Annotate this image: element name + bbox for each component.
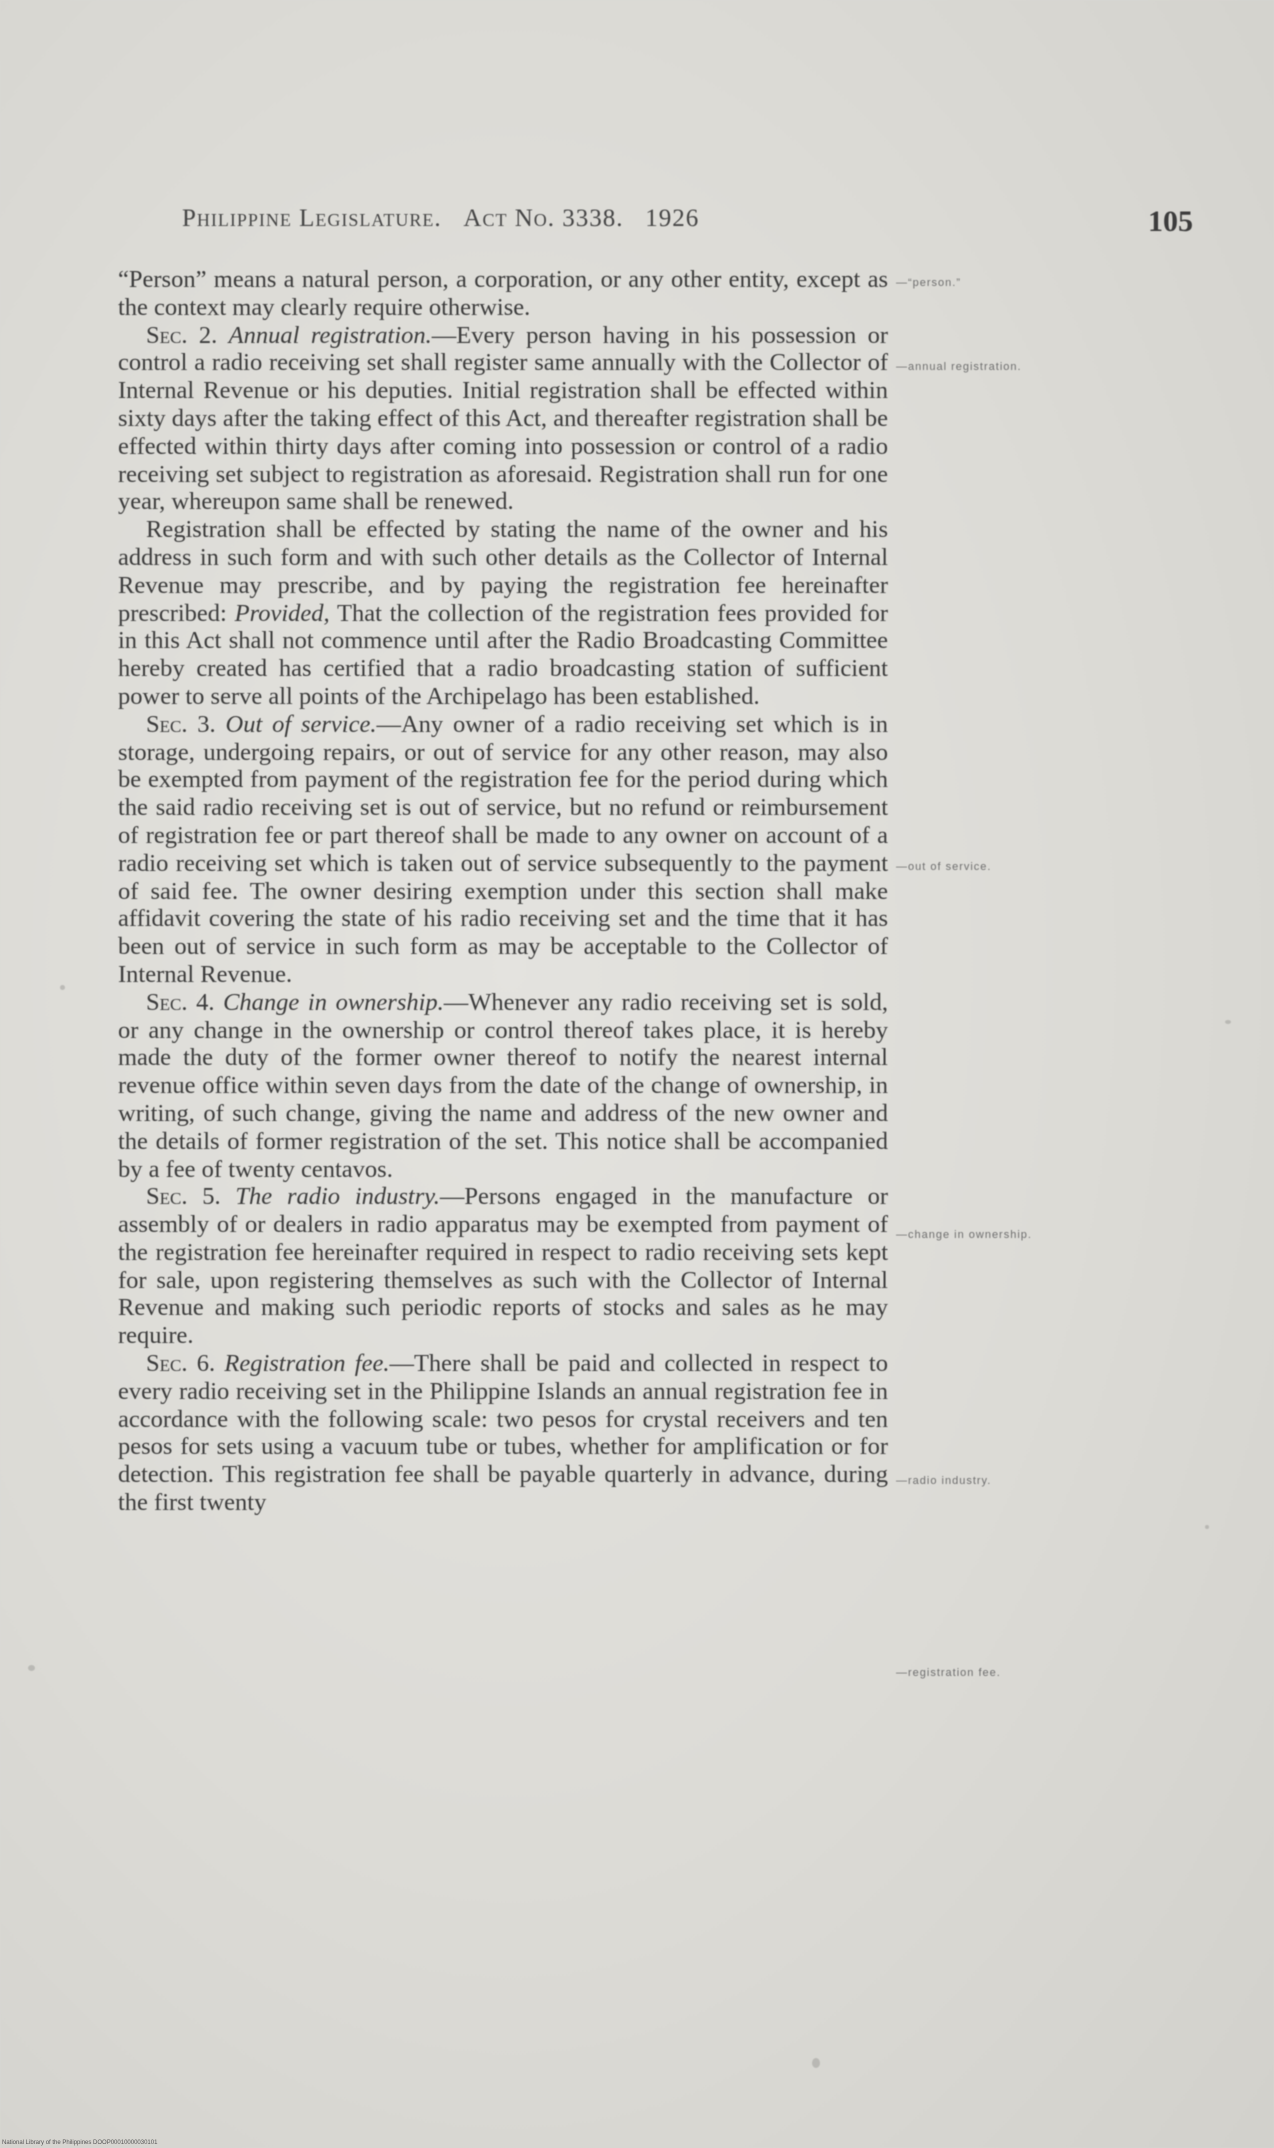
section-number: Sec. 5.	[146, 1183, 221, 1211]
section-caption: The radio industry.	[235, 1183, 440, 1211]
section-number: Sec. 6.	[146, 1350, 216, 1378]
section-5-paragraph	[118, 1183, 888, 1350]
section-3-paragraph	[118, 711, 888, 989]
paragraph-text: —Every person having in his possession or control a radio receiving set shall register same annually with the Collector of Internal Revenue or his deputies. Initial registration shall be effected within sixty days after the taking effect of this Act, and thereafter registration shall be effected within thirty days after coming into possession or control of a radio receiving set subject to registration as aforesaid. Registration shall run for one year, whereupon same shall be renewed.	[118, 321, 888, 516]
page-number: 105	[1148, 205, 1193, 238]
scan-footer: National Library of the Philippines DOOP00010000030101	[2, 2140, 158, 2146]
section-6-paragraph	[118, 1350, 888, 1517]
margin-note-person: —“person.”	[896, 277, 962, 289]
paragraph-text: —There shall be paid and collected in respect to every radio receiving set in the Philippine Islands an annual registration fee in accordance with the following scale: two pesos for crystal receivers and ten pesos for sets using a vacuum tube or tubes, whether for amplification or for detection. This registration fee shall be payable quarterly in advance, during the first twenty	[118, 1350, 888, 1517]
paper-speck	[1225, 1020, 1231, 1024]
margin-note-annual-registration: —annual registration.	[896, 361, 1022, 373]
section-caption: Registration fee.	[224, 1350, 390, 1378]
paragraph-text: That the collection of the registration fees provided for in this Act shall not commence until after the Radio Broadcasting Committee hereby created has certified that a radio broadcasting station of sufficient power to serve all points of the Archipelago has been established.	[118, 599, 888, 710]
running-header	[182, 205, 862, 233]
section-caption: Change in ownership.	[223, 988, 444, 1016]
paragraph-text: —Persons engaged in the manufacture or assembly of or dealers in radio apparatus may be exempted from payment of the registration fee hereinafter required in respect to radio receiving sets kept for sale, upon registering themselves as such with the Collector of Internal Revenue and making such periodic reports of stocks and sales as he may require.	[118, 1183, 888, 1350]
section-4-paragraph	[118, 989, 888, 1184]
paper-speck	[812, 2058, 820, 2068]
section-number: Sec. 3.	[146, 710, 216, 738]
section-number: Sec. 2.	[146, 321, 218, 349]
act-number: Act No. 3338.	[463, 205, 624, 232]
year: 1926	[645, 205, 700, 232]
paper-speck	[28, 1665, 35, 1671]
margin-note-registration-fee: —registration fee.	[896, 1667, 1001, 1679]
section-2-paragraph	[118, 322, 888, 517]
paper-speck	[60, 985, 65, 990]
registration-paragraph	[118, 516, 888, 711]
margin-note-radio-industry: —radio industry.	[896, 1475, 992, 1487]
paragraph-text: —Whenever any radio receiving set is sold, or any change in the ownership or control thereof takes place, it is hereby made the duty of the former owner thereof to notify the nearest internal revenue office within seven days from the date of the change of ownership, in writing, of such change, giving the name and address of the new owner and the details of former registration of the set. This notice shall be accompanied by a fee of twenty centavos.	[118, 988, 888, 1183]
section-caption: Annual registration.	[228, 321, 432, 349]
paragraph-text: —Any owner of a radio receiving set which is in storage, undergoing repairs, or out of service for any other reason, may also be exempted from payment of the registration fee for the period during which the said radio receiving set is out of service, but no refund or reimbursement of registration fee or part thereof shall be made to any owner on account of a radio receiving set which is taken out of service subsequently to the payment of said fee. The owner desiring exemption under this section shall make affidavit covering the state of his radio receiving set and the time that it has been out of service in such form as may be acceptable to the Collector of Internal Revenue.	[118, 710, 888, 988]
paragraph-text: “Person” means a natural person, a corporation, or any other entity, except as the context may clearly require otherwise.	[118, 266, 888, 321]
margin-note-out-of-service: —out of service.	[896, 861, 992, 873]
paragraph-person-definition	[118, 266, 888, 322]
section-number: Sec. 4.	[146, 988, 215, 1016]
margin-note-change-in-ownership: —change in ownership.	[896, 1229, 1032, 1241]
paper-speck	[1205, 1525, 1209, 1529]
running-head-title: Philippine Legislature.	[182, 205, 442, 232]
paragraph-text: Registration shall be effected by stating the name of the owner and his address in such form and with such other details as the Collector of Internal Revenue may prescribe, and by paying the registration fee hereinafter prescribed:	[118, 516, 888, 627]
proviso-word: Provided,	[234, 599, 330, 627]
body-text	[118, 266, 888, 1517]
section-caption: Out of service.	[225, 710, 377, 738]
